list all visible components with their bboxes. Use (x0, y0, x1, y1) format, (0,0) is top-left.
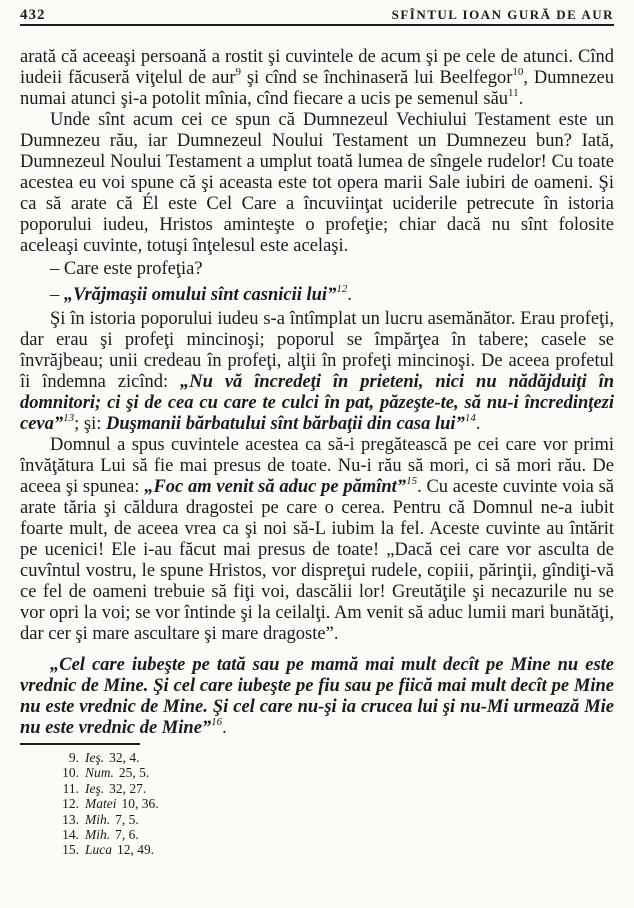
footnote-reference-text: 10, 36. (121, 796, 159, 812)
text-segment: – (50, 285, 64, 305)
page-header (20, 7, 614, 22)
footnote-reference-text: 7, 5. (115, 811, 139, 827)
footnotes-section (20, 750, 614, 858)
footnote-reference-text: 7, 6. (115, 827, 139, 843)
footnote-source: Mih. (85, 811, 111, 827)
text-segment: „Cel care iubeşte pe tată sau pe mamă mai mult decît pe Mine nu este vrednic de Mine. Şi cel care iubeşte pe fiu sau pe fiică mai mult decît pe Mine nu este vrednic de Mine. Şi cel care nu-şi ia crucea lui şi nu-Mi urmează Mie nu este vrednic de Mine” (20, 655, 614, 738)
footnote-source: Matei (85, 796, 117, 812)
text-segment: Unde sînt acum cei ce spun că Dumnezeul Vechiului Testament este un Dumnezeu rău, iar Dumnezeul Noului Testament un Dumnezeu bun? Iată, Dumnezeul Noului Testament a umplut toată lumea de sîngele rudelor! Cu toate acestea eu voi spune că şi aceasta este tot opera marii Sale iubiri de oameni. Şi ca să arate că Él este Cel Care a încuviinţat uciderile petrecute în istoria poporului iudeu, Hristos aminteşte o profeţie; chiar dacă nu sînt folosite aceleaşi cuvinte, totuşi înţelesul este acelaşi. (20, 110, 614, 256)
footnote-source: Ieş. (85, 780, 105, 796)
text-segment: „Vrăjmaşii omului sînt casnicii lui” (63, 285, 337, 305)
footnote-number: 13. (62, 811, 79, 827)
paragraph (20, 435, 614, 645)
footnote-number: 11. (62, 780, 79, 796)
footnote-reference: 14 (464, 411, 476, 424)
footnote-reference: 9 (235, 65, 241, 78)
footnote-reference-text: 32, 4. (109, 750, 140, 765)
header-rule (20, 24, 614, 26)
text-segment: Şi în istoria poporului iudeu s-a întîmplat un lucru asemănător. Erau profeţi, dar erau şi profeţi mincinoşi; poporul se împărţea în tabere; casele se învrăjbeau; unii credeau în profeţi, alţii în profeţi mincinoşi. De aceea profetul îi îndemna zicînd: (20, 309, 614, 392)
footnote (55, 750, 614, 765)
footnote-source: Luca (85, 842, 112, 858)
text-segment: „Foc am venit să aduc pe pămînt” (144, 477, 407, 497)
footnote-reference-text: 12, 49. (117, 842, 155, 858)
text-segment: ; şi: (74, 414, 107, 434)
footnote-reference: 12 (336, 282, 348, 295)
text-segment: . (518, 89, 524, 109)
running-title: SFÎNTUL IOAN GURĂ DE AUR (391, 7, 614, 22)
footnote (55, 781, 614, 796)
text-segment: . (347, 285, 352, 305)
footnote-reference-text: 25, 5. (118, 765, 150, 781)
text-segment: arată că aceeaşi persoană a rostit şi cuvintele de acum şi pe cele de atunci. Cînd iudeii făcuseră viţelul de aur (20, 47, 614, 88)
footnote (55, 796, 614, 811)
footnote (55, 812, 614, 827)
footnote-number: 12. (62, 796, 79, 812)
text-segment: . (222, 718, 227, 738)
text-segment: Domnul a spus cuvintele acestea ca să-i pregătească pe cei care vor primi învăţătura Lui să fie mai presus de toate. Nu-i rău să mori, ci să mori rău. De aceea şi spunea: (20, 435, 614, 497)
text-segment: Duşmanii bărbatului sînt bărbaţii din casa lui” (106, 414, 465, 434)
paragraph (20, 110, 614, 257)
paragraph (20, 47, 614, 110)
footnote-reference: 11 (508, 86, 519, 99)
text-segment: . Cu aceste cuvinte voia să arate tăria şi căldura dragostei pe care o cerea. Pentru că Domnul ne-a iubit foarte mult, de aceea vrea ca şi noi să-L iubim la fel. Aceste cuvinte au întărit pe ucenici! Ele i-au făcut mai presus de toate! „Dacă cei care vor asculta de cuvîntul vostru, le spune Hristos, vor dispreţui rudele, copiii, părinţii, gîndiţi-vă ce fel de oameni trebuie să fiţi voi, dascălii lor! Greutăţile şi necazurile nu se vor opri la voi; se vor întinde şi la ceilalţi. Am venit să aduc lumii mari bunătăţi, dar cer şi mare ascultare şi mare dragoste”. (20, 477, 614, 644)
footnote (55, 765, 614, 780)
paragraph (20, 655, 614, 739)
text-segment: . (475, 414, 481, 434)
page-number: 432 (20, 7, 46, 23)
footnote-number: 14. (62, 827, 79, 843)
text-segment: şi cînd se închinaseră lui Beelfegor (241, 68, 513, 88)
footnote (55, 827, 614, 842)
footnote-source: Ieş. (85, 750, 105, 765)
paragraph (20, 259, 614, 280)
footnote-source: Mih. (85, 827, 111, 843)
paragraph (20, 282, 614, 306)
footnote-reference: 10 (512, 65, 524, 78)
footnote-number: 10. (62, 765, 79, 781)
footnote-number: 15. (62, 842, 79, 858)
footnote-reference-text: 32, 27. (109, 780, 147, 796)
page-body (20, 47, 614, 739)
paragraph (20, 309, 614, 435)
footnote-number: 9. (68, 750, 79, 765)
text-segment: – Care este profeţia? (50, 259, 203, 279)
footnote-separator (20, 743, 140, 745)
footnote-reference: 15 (406, 474, 418, 487)
footnote-reference: 16 (211, 715, 223, 728)
footnote-reference: 13 (63, 411, 75, 424)
footnote-source: Num. (85, 765, 114, 781)
footnote (55, 842, 614, 857)
text-segment: , Dumnezeu numai atunci şi-a potolit mînia, cînd fiecare a ucis pe semenul său (20, 68, 614, 109)
text-segment: „Nu vă încredeţi în prieteni, nici nu nădăjduiţi în domnitori; ci şi de cea cu care te culci în pat, păzeşte-te, să nu-i încredinţezi ceva” (20, 372, 614, 434)
